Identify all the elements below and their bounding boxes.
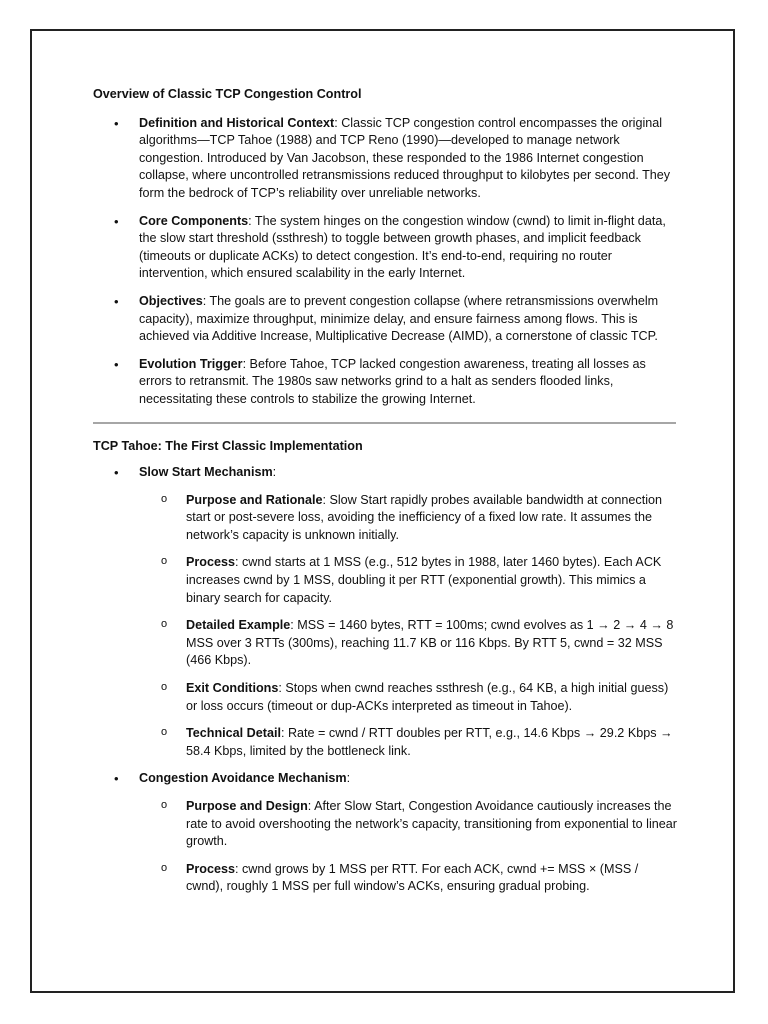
item-text: : cwnd grows by 1 MSS per RTT. For each ACK, cwnd += MSS × (MSS / cwnd), roughly 1 MSS per full window’s ACKs, ensuring gradual probing.	[186, 861, 639, 894]
item-term: Evolution Trigger	[139, 356, 243, 371]
item-text: : Slow Start rapidly probes available bandwidth at connection start or post-severe loss, avoiding the inefficiency of a fixed low rate. It assumes the network’s capacity is unknown initially.	[186, 492, 663, 542]
tahoe-item-slow-start	[93, 464, 678, 760]
tahoe-list	[93, 464, 678, 896]
slow-start-exit-conditions	[139, 680, 678, 715]
item-term: Process	[186, 861, 236, 876]
item-term: Slow Start Mechanism	[139, 465, 273, 480]
item-text: : Stops when cwnd reaches ssthresh (e.g., 64 KB, a high initial guess) or loss occurs (timeout or dup-ACKs interpreted as timeout in Tahoe).	[186, 681, 669, 713]
congestion-avoidance-purpose	[139, 798, 678, 851]
item-text: :	[346, 771, 351, 786]
item-text: : After Slow Start, Congestion Avoidance cautiously increases the rate to avoid overshooting the network’s capacity, transitioning from exponential to linear growth.	[186, 799, 677, 849]
item-term: Detailed Example	[186, 618, 291, 633]
item-text: :	[272, 465, 277, 480]
item-term: Purpose and Design	[186, 799, 308, 813]
item-term: Process	[186, 555, 236, 570]
section-heading-overview: Overview of Classic TCP Congestion Control	[93, 87, 362, 101]
item-term: Technical Detail	[186, 726, 281, 741]
tahoe-item-congestion-avoidance	[93, 770, 678, 896]
slow-start-sublist	[139, 492, 678, 761]
slow-start-technical-detail	[139, 725, 678, 760]
item-text: : The system hinges on the congestion window (cwnd) to limit in-flight data, the slow start threshold (ssthresh) to toggle between growth phases, and implicit feedback (timeouts or duplicate ACKs) to detect congestion. It’s end-to-end, requiring no router intervention, which ensured scalability in the early Internet.	[139, 213, 666, 281]
item-term: Core Components	[139, 213, 249, 228]
item-text: : cwnd starts at 1 MSS (e.g., 512 bytes in 1988, later 1460 bytes). Each ACK increases cwnd by 1 MSS, doubling it per RTT (exponential growth). This mimics a binary search for capacity.	[186, 555, 662, 605]
overview-item-definition	[93, 115, 678, 203]
item-text: : The goals are to prevent congestion collapse (where retransmissions overwhelm capacity), maximize throughput, minimize delay, and ensure fairness among flows. This is achieved via Additive Increase, Multiplicative Decrease (AIMD), a cornerstone of classic TCP.	[139, 293, 659, 344]
document-body	[93, 86, 678, 906]
item-text: : MSS = 1460 bytes, RTT = 100ms; cwnd evolves as 1 → 2 → 4 → 8 MSS over 3 RTTs (300ms), reaching 11.7 KB or 116 Kbps. By RTT 5, cwnd = 32 MSS (466 Kbps).	[186, 618, 674, 668]
slow-start-example	[139, 617, 678, 670]
item-term: Objectives	[139, 293, 203, 308]
section-heading-tahoe: TCP Tahoe: The First Classic Implementation	[93, 438, 363, 453]
item-term: Definition and Historical Context	[139, 115, 335, 130]
overview-list	[93, 115, 678, 409]
slow-start-purpose	[139, 492, 678, 545]
item-text: : Classic TCP congestion control encompasses the original algorithms—TCP Tahoe (1988) and TCP Reno (1990)—developed to manage network congestion. Introduced by Van Jacobson, these responded to the 1986 Internet congestion collapse, where uncontrolled retransmissions reduced throughput to kilobytes per second. They form the bedrock of TCP’s reliability over unreliable networks.	[139, 115, 671, 200]
slow-start-process	[139, 554, 678, 607]
item-term: Congestion Avoidance Mechanism	[139, 771, 347, 786]
overview-item-objectives	[93, 293, 678, 346]
horizontal-divider	[93, 422, 676, 424]
overview-item-evolution-trigger	[93, 356, 678, 409]
item-term: Purpose and Rationale	[186, 492, 323, 507]
congestion-avoidance-process	[139, 861, 678, 896]
item-text: : Rate = cwnd / RTT doubles per RTT, e.g., 14.6 Kbps → 29.2 Kbps → 58.4 Kbps, limited by the bottleneck link.	[186, 726, 673, 758]
congestion-avoidance-sublist	[139, 798, 678, 896]
item-term: Exit Conditions	[186, 681, 279, 696]
overview-item-core-components	[93, 213, 678, 283]
item-text: : Before Tahoe, TCP lacked congestion awareness, treating all losses as errors to retransmit. The 1980s saw networks grind to a halt as senders flooded links, necessitating these controls to stabilize the growing Internet.	[139, 356, 646, 406]
